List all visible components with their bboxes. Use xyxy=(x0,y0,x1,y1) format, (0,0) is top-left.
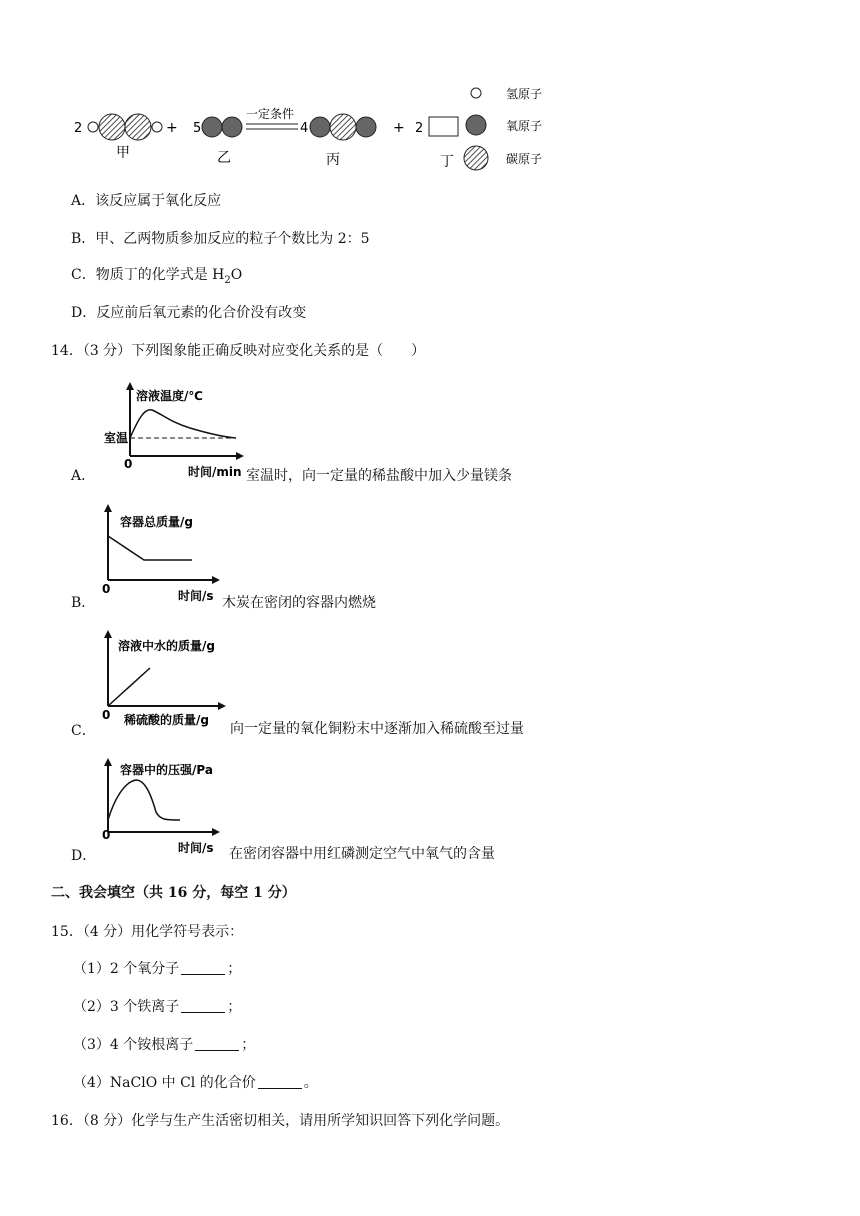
plus-2: + xyxy=(393,120,405,136)
graph-b-ylabel: 容器总质量/g xyxy=(120,515,193,529)
q15-blank-1[interactable] xyxy=(181,962,225,975)
molecule-a xyxy=(88,114,162,140)
graph-d-zero: 0 xyxy=(102,828,111,842)
graph-d-ylabel: 容器中的压强/Pa xyxy=(120,763,213,777)
coef-d: 2 xyxy=(415,121,424,136)
legend-c: 碳原子 xyxy=(506,152,543,166)
legend-o-icon xyxy=(466,115,486,135)
q15-item-4-post: 。 xyxy=(303,1075,318,1091)
reaction-diagram xyxy=(60,80,560,172)
q14-d-letter: D． xyxy=(71,848,97,864)
graph-a xyxy=(100,380,250,480)
q15-item-3-text: （3）4 个铵根离子 xyxy=(73,1037,194,1053)
q15-stem: 15．（4 分）用化学符号表示： xyxy=(51,924,244,940)
q13-option-c xyxy=(71,264,242,286)
graph-b xyxy=(100,502,225,607)
q14-b-letter: B． xyxy=(71,595,96,611)
q14-c-desc: 向一定量的氧化铜粉末中逐渐加入稀硫酸至过量 xyxy=(230,721,524,737)
graph-c-xlabel: 稀硫酸的质量/g xyxy=(124,713,209,727)
q15-item-2-post: ； xyxy=(227,999,242,1015)
graph-b-zero: 0 xyxy=(102,582,111,596)
curve-a xyxy=(130,410,236,438)
q14-d-desc: 在密闭容器中用红磷测定空气中氧气的含量 xyxy=(229,846,495,862)
q15-item-3-post: ； xyxy=(241,1037,256,1053)
coef-a: 2 xyxy=(74,121,83,136)
graph-c-zero: 0 xyxy=(102,708,111,722)
curve-c xyxy=(108,668,150,706)
graph-c-ylabel: 溶液中水的质量/g xyxy=(118,639,215,653)
q13-option-b: B．甲、乙两物质参加反应的粒子个数比为 2：5 xyxy=(71,231,370,247)
legend-h-icon xyxy=(471,88,481,98)
q14-b-desc: 木炭在密闭的容器内燃烧 xyxy=(222,595,376,611)
q15-item-4-text: （4）NaClO 中 Cl 的化合价 xyxy=(73,1075,256,1091)
coef-c: 4 xyxy=(300,121,309,136)
q14-a-letter: A． xyxy=(71,468,96,484)
coef-b: 5 xyxy=(193,121,202,136)
plus-1: + xyxy=(166,120,178,136)
condition-label: 一定条件 xyxy=(246,107,295,121)
graph-b-xlabel: 时间/s xyxy=(178,589,214,603)
q16-stem: 16．（8 分）化学与生产生活密切相关，请用所学知识回答下列化学问题。 xyxy=(51,1113,510,1129)
q15-blank-4[interactable] xyxy=(258,1076,302,1089)
molecule-c xyxy=(310,114,376,140)
graph-d xyxy=(100,756,225,860)
legend-o: 氧原子 xyxy=(506,119,543,133)
q15-blank-3[interactable] xyxy=(195,1038,239,1051)
section2-title: 二、我会填空（共 16 分，每空 1 分） xyxy=(51,885,296,901)
graph-c xyxy=(100,628,230,732)
molecule-b xyxy=(202,117,242,137)
q15-item-1-text: （1）2 个氧分子 xyxy=(73,961,180,977)
q15-item-1 xyxy=(73,958,241,978)
q14-a-desc: 室温时，向一定量的稀盐酸中加入少量镁条 xyxy=(246,468,512,484)
q15-item-1-post: ； xyxy=(227,961,242,977)
curve-b xyxy=(108,536,192,560)
name-d: 丁 xyxy=(440,154,454,170)
name-c: 丙 xyxy=(326,152,340,168)
q15-blank-2[interactable] xyxy=(181,1000,225,1013)
q15-item-2-text: （2）3 个铁离子 xyxy=(73,999,180,1015)
graph-d-xlabel: 时间/s xyxy=(178,841,214,855)
graph-a-zero: 0 xyxy=(124,457,133,471)
graph-a-xlabel: 时间/min xyxy=(188,465,242,479)
graph-a-extra: 室温 xyxy=(104,431,129,445)
curve-d xyxy=(108,780,180,820)
q15-item-2 xyxy=(73,996,241,1016)
name-b: 乙 xyxy=(217,150,231,166)
q13-option-c-post: O xyxy=(230,267,243,283)
name-a: 甲 xyxy=(116,145,130,161)
q13-option-c-text: C．物质丁的化学式是 H xyxy=(71,267,225,283)
legend-h: 氢原子 xyxy=(506,87,543,101)
q13-option-d: D．反应前后氧元素的化合价没有改变 xyxy=(71,305,307,321)
q15-item-3 xyxy=(73,1034,255,1054)
unknown-box xyxy=(429,117,458,136)
q13-option-a: A．该反应属于氧化反应 xyxy=(71,193,222,209)
q14-c-letter: C． xyxy=(71,723,96,739)
q14-stem: 14．（3 分）下列图象能正确反映对应变化关系的是（ ） xyxy=(51,343,426,359)
q13-option-c-sub: 2 xyxy=(224,274,231,286)
q15-item-4 xyxy=(73,1072,318,1092)
graph-a-ylabel: 溶液温度/℃ xyxy=(136,389,203,403)
legend-c-icon xyxy=(464,146,488,170)
